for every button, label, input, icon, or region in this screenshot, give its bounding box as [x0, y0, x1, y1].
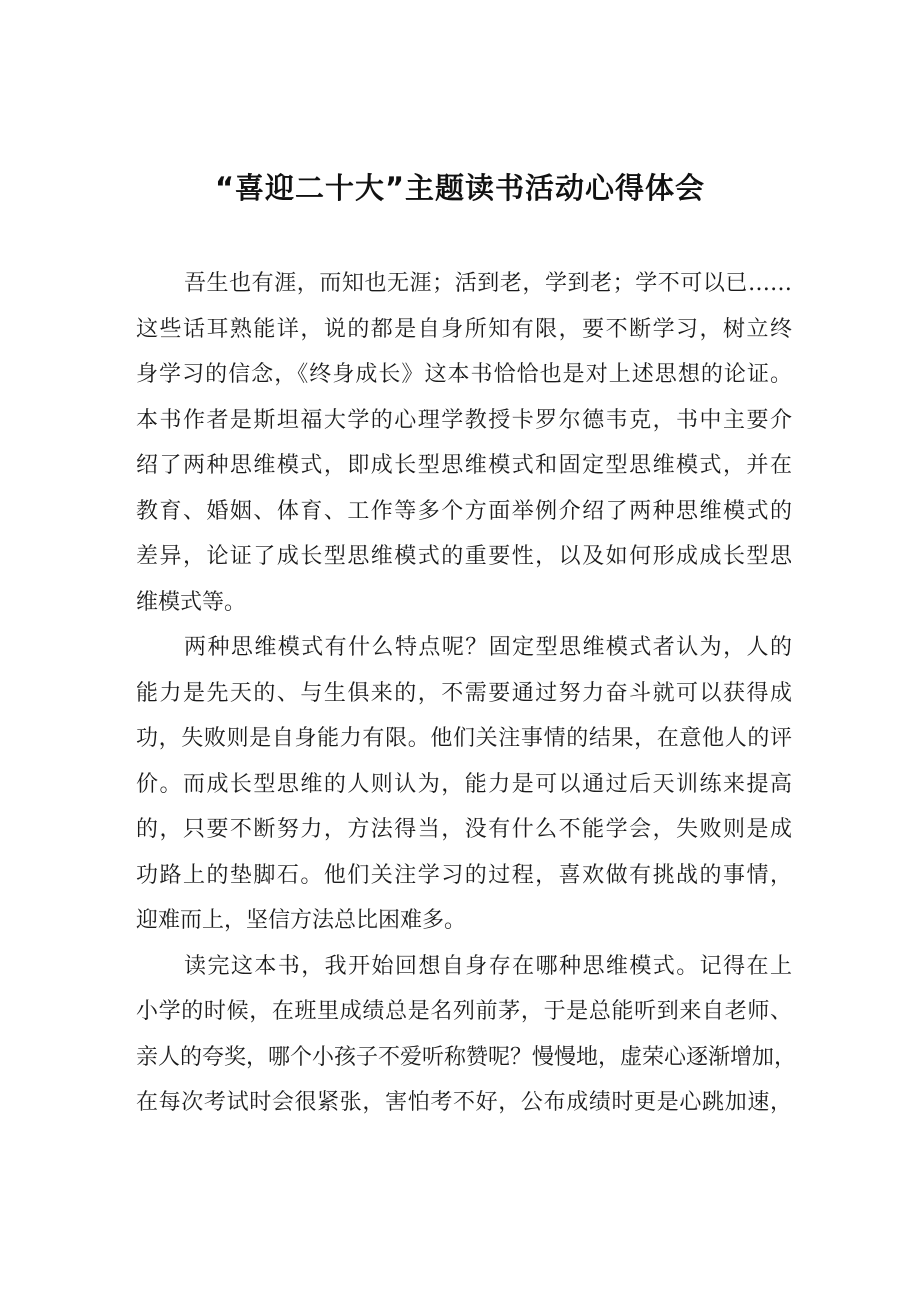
text-line: 吾生也有涯，而知也无涯；活到老，学到老；学不可以已…… [184, 271, 792, 296]
text-line: 小学的时候，在班里成绩总是名列前茅，于是总能听到来自老师、 [136, 999, 792, 1024]
text-line: 功路上的垫脚石。他们关注学习的过程，喜欢做有挑战的事情， [136, 862, 792, 888]
document-title: “喜迎二十大”主题读书活动心得体会 [214, 171, 706, 205]
text-line: 功，失败则是自身能力有限。他们关注事情的结果，在意他人的评 [136, 726, 792, 751]
text-line: 亲人的夸奖，哪个小孩子不爱听称赞呢？慢慢地，虚荣心逐渐增加， [136, 1044, 797, 1070]
text-line: 身学习的信念，《终身成长》这本书恰恰也是对上述思想的论证。 [136, 362, 792, 387]
text-line: 价。而成长型思维的人则认为，能力是可以通过后天训练来提高 [136, 771, 792, 797]
text-line: 绍了两种思维模式，即成长型思维模式和固定型思维模式，并在 [136, 453, 792, 478]
text-line: 差异，论证了成长型思维模式的重要性，以及如何形成成长型思 [136, 544, 792, 569]
text-line: 两种思维模式有什么特点呢？固定型思维模式者认为，人的 [184, 635, 792, 660]
paragraph-3 [136, 944, 797, 1126]
document-body [136, 261, 797, 1126]
text-line: 迎难而上，坚信方法总比困难多。 [136, 908, 467, 933]
paragraph-1 [136, 261, 792, 625]
text-line: 这些话耳熟能详，说的都是自身所知有限，要不断学习，树立终 [136, 316, 792, 342]
text-line: 读完这本书，我开始回想自身存在哪种思维模式。记得在上 [184, 953, 792, 979]
text-line: 维模式等。 [136, 589, 247, 615]
text-line: 本书作者是斯坦福大学的心理学教授卡罗尔德韦克，书中主要介 [136, 407, 792, 433]
text-line: 的，只要不断努力，方法得当，没有什么不能学会，失败则是成 [136, 817, 792, 842]
text-line: 在每次考试时会很紧张，害怕考不好，公布成绩时更是心跳加速， [136, 1090, 792, 1115]
text-line: 能力是先天的、与生俱来的，不需要通过努力奋斗就可以获得成 [136, 680, 792, 706]
text-line: 教育、婚姻、体育、工作等多个方面举例介绍了两种思维模式的 [136, 498, 792, 524]
paragraph-2 [136, 625, 792, 944]
